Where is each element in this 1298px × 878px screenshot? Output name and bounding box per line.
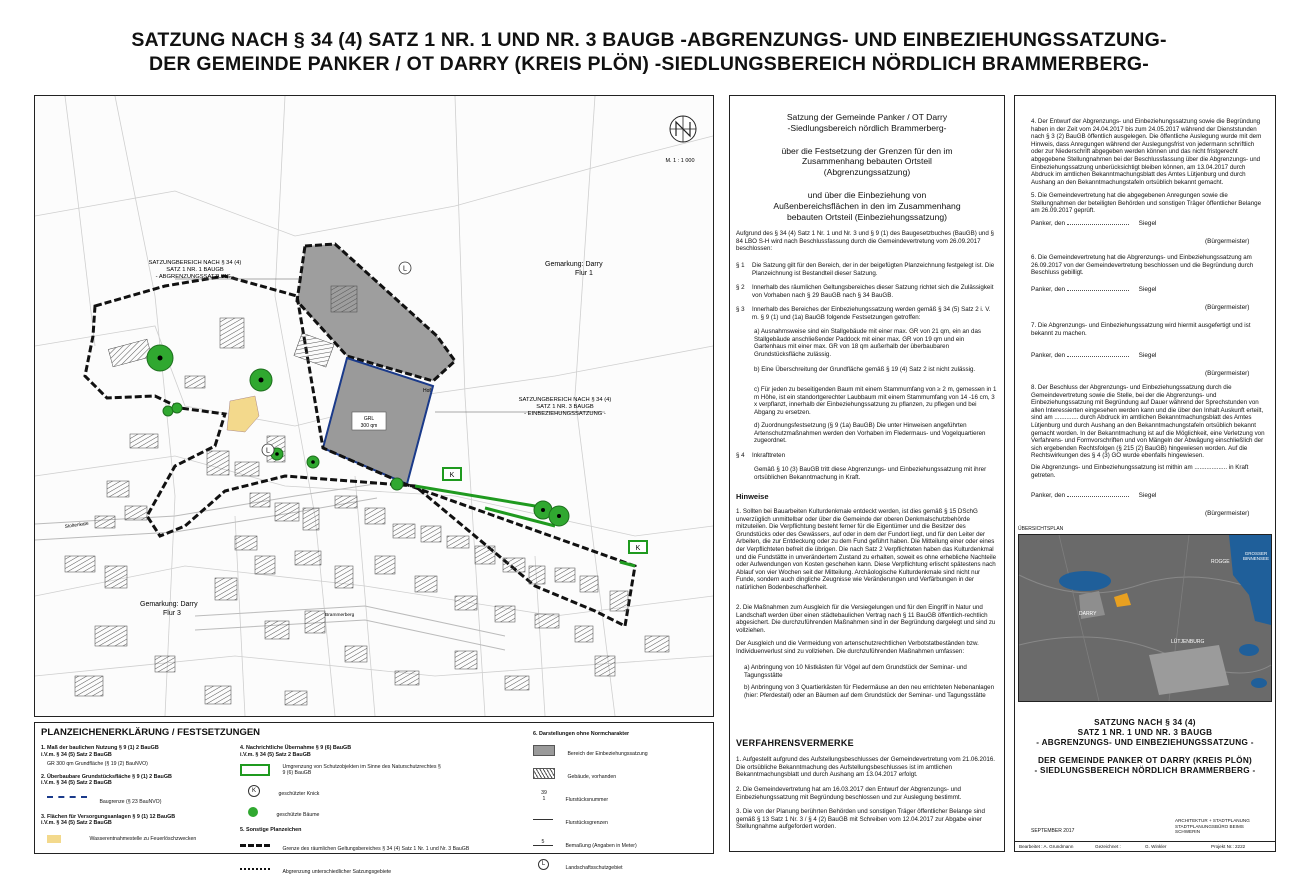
sig-row-1 <box>1031 218 1156 227</box>
legend-s2-head: 2. Überbaubare Grundstücksfläche § 9 (1) 2 BauGB <box>41 773 172 780</box>
sig-siegel-2: Siegel <box>1138 286 1157 293</box>
foot-name: G. Winkler <box>1145 844 1167 849</box>
vermerk-7: 7. Die Abgrenzungs- und Einbeziehungssatzung wird hiermit ausgefertigt und ist bekannt zu machen. <box>1031 322 1251 337</box>
map-drawing <box>35 96 713 716</box>
office-3: SCHWERIN <box>1175 829 1201 834</box>
sig-bm-2: (Bürgermeister) <box>1205 304 1250 311</box>
foot-gezeichnet: Gezeichnet : <box>1095 844 1121 849</box>
legend-s6-item1: Bereich der Einbeziehungssatzung <box>567 750 648 757</box>
abgrenzung-symbol <box>240 868 270 870</box>
legend-s5-item1: Grenze des räumlichen Geltungsbereiches § 34 (4) Satz 1 Nr. 1 und Nr. 3 BauGB <box>282 845 470 852</box>
scale-label: M. 1 : 1 000 <box>665 158 695 164</box>
para-4-head: Inkrafttreten <box>752 452 786 459</box>
sig-row-2 <box>1031 284 1156 293</box>
para-3-text: Innerhalb des Bereiches der Einbeziehungssatzung werden gemäß § 34 (5) Satz 2 i. V. m. § 9 (1) und (1a) BauGB folgende Festsetzungen getroffen: <box>752 306 991 321</box>
overview-drawing <box>1019 535 1271 701</box>
knick-icon: K <box>248 785 260 797</box>
flurstueck-symbol <box>533 790 555 802</box>
bemassung-symbol: 5 <box>533 839 553 846</box>
label-einbeziehung-3: - EINBEZIEHUNGSSATZUNG - <box>524 411 606 417</box>
para-4-num: § 4 <box>736 452 745 459</box>
legend-s6-item6: Landschaftsschutzgebiet <box>565 864 623 871</box>
label-abgrenzung-3: - ABGRENZUNGSSATZUNG - <box>155 274 235 280</box>
sig-bm-3: (Bürgermeister) <box>1205 370 1250 377</box>
title-line-1: SATZUNG NACH § 34 (4) SATZ 1 NR. 1 UND NR. 3 BAUGB -ABGRENZUNGS- UND EINBEZIEHUNGSSATZUNG- <box>131 29 1167 51</box>
legend-s2-item: Baugrenze (§ 23 BauNVO) <box>99 798 162 805</box>
legend-s4-head: 4. Nachrichtliche Übernahme § 9 (6) BauGB <box>240 745 352 751</box>
legend-s1-head2: i.V.m. § 34 (5) Satz 2 BauGB <box>41 751 112 758</box>
office-1: ARCHITEKTUR + STADTPLANUNG <box>1175 818 1250 823</box>
sig-siegel-3: Siegel <box>1138 352 1157 359</box>
legend-s4-item2: geschützter Knick <box>278 791 320 798</box>
vermerk-8: 8. Der Beschluss der Abgrenzungs- und Einbeziehungssatzung durch die Gemeindevertretung sowie die Stelle, bei der die Abgrenzungs- und Einbeziehungssatzung mit Begründung auf Dauer während der Sprechstunden von allen Interessierten eingesehen werden kann und die über den Inhalt Auskunft erteilt, sind am .............. durch Abdruck im amtlichen Bekanntmachungsblatt des Amtes Lütjenburg und durch Aushang an den Bekanntmachungstafeln ortsüblich bekannt gemacht worden. In der Bekanntmachung ist auf die Möglichkeit, eine Verletzung von Verfahrens- und Formvorschriften und von Mängeln der Abwägung einschließlich der sich ergebenden Rechtsfolgen (§ 215 (2) BauGB) hingewiesen worden. Auf die Rechtswirkungen des § 4 (3) GO wurde ebenfalls hingewiesen. <box>1031 384 1265 460</box>
gemarkung-ne-1: Gemarkung: Darry <box>545 261 603 268</box>
legend-s5-head: 5. Sonstige Planzeichen <box>240 827 302 834</box>
hinweis-3b: b) Anbringung von 3 Quartierkästen für Fledermäuse an den neu errichteten Nebenanlagen (hier: Pferdestall) oder an Bäumen auf dem Grundstück der Seminar- und Tagungsstätte <box>744 684 995 699</box>
hinweis-3: Der Ausgleich und die Vermeidung von artenschutzrechtlichen Verbotstatbeständen bzw. Individuenverlust sind zu vollziehen. Die durchzuführenden Maßnahmen umfassen: <box>736 640 979 655</box>
verfahren-panel <box>1014 95 1276 852</box>
legend-s3-head: 3. Flächen für Versorgungsanlagen § 9 (1) 12 BauGB <box>41 813 176 820</box>
overview-label: ÜBERSICHTSPLAN <box>1018 526 1064 532</box>
para-4-text: Gemäß § 10 (3) BauGB tritt diese Abgrenzungs- und Einbeziehungssatzung mit ihrer ortsüblichen Bekanntmachung in Kraft. <box>754 466 987 481</box>
label-einbeziehung-1: SATZUNGBEREICH NACH § 34 (4) <box>518 397 612 403</box>
hinweise-head: Hinweise <box>736 492 769 501</box>
overview-map <box>1018 534 1272 702</box>
legend-s3-head2: i.V.m. § 34 (5) Satz 2 BauGB <box>41 820 112 827</box>
legend-s1-item: GR 300 qm Grundfläche (§ 19 (2) BauNVO) <box>47 761 148 768</box>
legend-s4-item3: geschützte Bäume <box>276 812 320 819</box>
lsg-icon: L <box>538 859 549 870</box>
sig-panker-3: Panker, den <box>1031 352 1066 359</box>
title-line-2: DER GEMEINDE PANKER / OT DARRY (KREIS PLÖN) -SIEDLUNGSBEREICH NÖRDLICH BRAMMERBERG- <box>149 53 1149 75</box>
vermerk-5: 5. Die Gemeindevertretung hat die abgegebenen Anregungen sowie die Stellungnahmen der beteiligten Behörden und sonstigen Träger öffentlicher Belange am 26.09.2017 geprüft. <box>1031 192 1262 215</box>
legend-s4-item1: Umgrenzung von Schutzobjekten im Sinne des Naturschutzrechtes § 9 (6) BauGB <box>282 763 441 776</box>
legend-s2-head2: i.V.m. § 34 (5) Satz 2 BauGB <box>41 780 112 787</box>
legend-s6-item4: Flurstücksgrenzen <box>565 819 608 826</box>
satzung-head-6: und über die Einbeziehung von <box>807 189 927 200</box>
lsg-marker-1-label: L <box>403 265 407 273</box>
foot-bearbeitet: Bearbeitet : A. Grundmann <box>1019 844 1074 849</box>
baugrenze-symbol <box>47 796 87 801</box>
overview-lake-label: GROSSER BINNENSEE <box>1243 551 1270 561</box>
sig-panker-2: Panker, den <box>1031 286 1066 293</box>
verfahrensvermerke-head: VERFAHRENSVERMERKE <box>736 738 854 748</box>
legend-s6-item3: Flurstücksnummer <box>565 796 609 803</box>
para-3b: b) Eine Überschreitung der Grundfläche gemäß § 19 (4) Satz 2 ist nicht zulässig. <box>754 366 976 373</box>
legend-panel <box>34 722 714 875</box>
satzung-head-1: Satzung der Gemeinde Panker / OT Darry <box>786 112 948 122</box>
flurstuecksgrenze-symbol <box>533 819 553 820</box>
lsg-marker-2-label: L <box>266 447 270 455</box>
date-label: SEPTEMBER 2017 <box>1031 828 1075 834</box>
einbeziehung-symbol <box>533 745 555 756</box>
legend-s3-item: Wasserentnahmestelle zu Feuerlöschzwecken <box>89 835 197 842</box>
satzung-head-3: über die Festsetzung der Grenzen für den im <box>781 145 953 156</box>
overview-town-1: DARRY <box>1079 611 1097 617</box>
satzung-head-2: -Siedlungsbereich nördlich Brammerberg- <box>787 122 947 133</box>
hinweis-1: 1. Sollten bei Bauarbeiten Kulturdenkmale entdeckt werden, ist dies gemäß § 15 DSchG unverzüglich unmittelbar oder über die Gemeinde der oberen Denkmalschutzbehörde mitzuteilen. Die Verpflichtung besteht ferner für die Eigentümer und die Besitzer des Grundstücks oder des Gewässers, auf oder in dem der Fundort liegt, und für den Leiter der Arbeiten, die zur Entdeckung oder zu dem Fund geführt haben. Die Mitteilung einer oder eines der Verpflichteten befreit die übrigen. Die nach Satz 2 Verpflichteten haben das Kulturdenkmal und die Fundstätte in unverändertem Zustand zu erhalten, soweit es ohne erhebliche Nachteile oder Aufwendungen von Kosten geschehen kann. Diese Verpflichtung erlischt spätestens nach Ablauf von vier Wochen seit der Mitteilung. Archäologische Kulturdenkmale sind nicht nur Funde, sondern auch dingliche Zeugnisse wie Veränderungen und Verfärbungen in der natürlichen Bodenbeschaffenheit. <box>736 508 997 591</box>
stamp-line-1: SATZUNG NACH § 34 (4) <box>1094 718 1196 727</box>
para-3a: a) Ausnahmsweise sind ein Stallgebäude mit einer max. GR von 21 qm, ein an das Stallgebäude anschließender Paddock mit einer max. GR von 19 qm und ein Gartenhaus mit einer max. GR von 18 qm außerhalb der überbaubaren Grundstücksfläche zulässig. <box>754 328 981 358</box>
north-arrow <box>670 116 696 142</box>
vermerk-1: 1. Aufgestellt aufgrund des Aufstellungsbeschlusses der Gemeindevertretung vom 21.06.2016. Die ortsübliche Bekanntmachung des Aufstellungsbeschlusses ist im amtlichen Bekanntmachungsblatt und durch Aushang am 13.04.2017 erfolgt. <box>736 756 996 779</box>
legend-s4-head2: i.V.m. § 34 (5) Satz 2 BauGB <box>240 751 311 758</box>
satzung-head-5: (Abgrenzungssatzung) <box>823 167 911 178</box>
para-3d: d) Zuordnungsfestsetzung (§ 9 (1a) BauGB) Die unter Hinweisen angeführten Artenschutzmaßnahmen werden den Vorhaben im Fledermaus- und Vogelquartieren zugeordnet. <box>754 422 986 445</box>
stamp-line-2: SATZ 1 NR. 1 UND NR. 3 BAUGB <box>1077 728 1213 737</box>
legend-s6-head: 6. Darstellungen ohne Normcharakter <box>533 731 630 737</box>
grl-value: 300 qm <box>360 423 378 429</box>
sig-bm-1: (Bürgermeister) <box>1205 238 1250 245</box>
tree-icon <box>248 807 258 817</box>
hinweis-2: 2. Die Maßnahmen zum Ausgleich für die Versiegelungen und für den Eingriff in Natur und Landschaft werden über einen städtebaulichen Vertrag nach § 11 BauGB öffentlich-rechtlich abgesichert. Die durchzuführenden Maßnahmen sind in der Begründung dargelegt und sind zu vollziehen. <box>736 604 996 634</box>
overview-town-2: LÜTJENBURG <box>1171 639 1205 645</box>
knick-marker-2-label: K <box>635 545 641 552</box>
grl-label: GRL <box>363 416 375 422</box>
street-brammerberg: Brammerberg <box>325 613 355 618</box>
satzung-text-panel <box>729 95 1005 852</box>
label-abgrenzung-1: SATZUNGBEREICH NACH § 34 (4) <box>148 260 242 266</box>
overview-town-3: ROGGE <box>1211 559 1230 565</box>
legend-s1-head: 1. Maß der baulichen Nutzung § 9 (1) 2 BauGB <box>41 745 159 751</box>
gemarkung-sw-1: Gemarkung: Darry <box>140 601 198 608</box>
office-2: STADTPLANUNGSBÜRO BEIMS <box>1175 823 1244 829</box>
wasserentnahme-symbol <box>47 835 61 843</box>
page-title <box>0 28 1298 76</box>
street-stoltenkate: Stoltenkate <box>64 521 90 530</box>
flurstueck-num: 39 <box>541 790 547 797</box>
geltungsbereich-symbol <box>240 844 270 847</box>
hinweis-3a: a) Anbringung von 10 Nistkästen für Vögel auf dem Grundstück der Seminar- und Tagungsstätte <box>744 664 967 679</box>
gemarkung-sw-2: Flur 3 <box>163 610 181 617</box>
plan-map <box>34 95 714 717</box>
stamp-line-5: - SIEDLUNGSBEREICH NÖRDLICH BRAMMERBERG - <box>1034 766 1256 775</box>
para-2-text: Innerhalb des räumlichen Geltungsbereiches dieser Satzung richtet sich die Zulässigkeit von Vorhaben nach § 29 BauGB nach § 34 BauGB. <box>752 284 994 299</box>
flurstueck-den: 1 <box>542 796 546 803</box>
stamp-line-3: - ABGRENZUNGS- UND EINBEZIEHUNGSSATZUNG - <box>1036 738 1254 747</box>
satzung-head-8: bebauten Ortsteil (Einbeziehungssatzung) <box>786 211 948 222</box>
para-3-num: § 3 <box>736 306 745 313</box>
wasserentnahme-area <box>227 396 259 432</box>
foot-projekt: Projekt Nr.: 2222 <box>1211 844 1246 849</box>
vermerk-3: 3. Die von der Planung berührten Behörden und sonstigen Träger öffentlicher Belange sind gemäß § 13 Satz 1 Nr. 3 / § 4 (2) BauGB mit Schreiben vom 12.04.2017 zur Abgabe einer Stellungnahme aufgefordert worden. <box>736 808 985 831</box>
vermerk-6: 6. Die Gemeindevertretung hat die Abgrenzungs- und Einbeziehungssatzung am 26.09.2017 von der Gemeindevertretung beschlossen und die Begründung durch Beschluss gebilligt. <box>1031 254 1254 277</box>
satzung-intro: Aufgrund des § 34 (4) Satz 1 Nr. 1 und Nr. 3 und § 9 (1) des Baugesetzbuches (BauGB) und § 84 LBO S-H wird nach Beschlussfassung durch die Gemeindevertretung vom 26.09.2017 beschlossen: <box>736 230 994 253</box>
sig-row-4 <box>1031 490 1156 499</box>
sig-bm-4: (Bürgermeister) <box>1205 510 1250 517</box>
gemarkung-ne-2: Flur 1 <box>575 270 593 277</box>
hof-label: Hof <box>423 388 431 394</box>
sig-panker-4: Panker, den <box>1031 492 1066 499</box>
para-1-num: § 1 <box>736 262 745 269</box>
gebaeude-symbol <box>533 768 555 779</box>
sig-panker-1: Panker, den <box>1031 220 1066 227</box>
knick-marker-1-label: K <box>449 472 455 479</box>
stamp-line-4: DER GEMEINDE PANKER OT DARRY (KREIS PLÖN) <box>1037 756 1253 765</box>
vermerk-4: 4. Der Entwurf der Abgrenzungs- und Einbeziehungssatzung sowie die Begründung haben in der Zeit vom 24.04.2017 bis zum 24.05.2017 während der Dienststunden nach § 3 (2) BauGB öffentlich ausgelegen. Die öffentliche Auslegung wurde mit dem Hinweis, dass Anregungen während der Auslegungsfrist von jedermann schriftlich oder zur Niederschrift abgegeben werden können und das nicht fristgerecht abgegebene Stellungnahmen bei der Beschlussfassung über die Abgrenzungs- und Einbeziehungssatzung unberücksichtigt bleiben können, am 13.04.2017 durch Abdruck im amtlichen Bekanntmachungsblatt des Amtes Lütjenburg und durch Aushang an den Bekanntmachungstafeln ortsüblich bekannt gemacht. <box>1031 118 1262 186</box>
schutzobjekt-symbol <box>240 764 270 776</box>
vermerk-2: 2. Die Gemeindevertretung hat am 16.03.2017 den Entwurf der Abgrenzungs- und Einbeziehungssatzung mit Begründung beschlossen und zur Auslegung bestimmt. <box>736 786 962 801</box>
satzung-head-7: Außenbereichsflächen in den im Zusammenhang <box>773 200 961 211</box>
sig-siegel-1: Siegel <box>1138 220 1157 227</box>
para-3c: c) Für jeden zu beseitigenden Baum mit einem Stammumfang von ≥ 2 m, gemessen in 1 m Höhe, ist ein standortgerechter Laubbaum mit einem Stammumfang von 14 -16 cm, 3 x verpflanzt, innerhalb der Einbeziehungssatzung zu pflanzen, zu pflegen und bei Abgang zu ersetzen. <box>754 386 997 416</box>
para-1-text: Die Satzung gilt für den Bereich, der in der beigefügten Planzeichnung festgelegt ist. Die Planzeichnung ist Bestandteil dieser Satzung. <box>752 262 995 277</box>
legend-s6-item2: Gebäude, vorhanden <box>567 773 617 780</box>
label-abgrenzung-2: SATZ 1 NR. 1 BAUGB <box>166 267 224 273</box>
legend-s5-item2: Abgrenzung unterschiedlicher Satzungsgebiete <box>282 868 392 875</box>
legend-title: PLANZEICHENERKLÄRUNG / FESTSETZUNGEN <box>41 727 261 738</box>
sig-siegel-4: Siegel <box>1138 492 1157 499</box>
para-2-num: § 2 <box>736 284 745 291</box>
sig-row-3 <box>1031 350 1156 359</box>
satzung-head-4: Zusammenhang bebauten Ortsteil <box>802 156 932 167</box>
label-einbeziehung-2: SATZ 1 NR. 3 BAUGB <box>536 404 594 410</box>
vermerk-8b: Die Abgrenzungs- und Einbeziehungssatzung ist mithin am ................... in Kraft getreten. <box>1031 464 1249 479</box>
legend-s6-item5: Bemaßung (Angaben in Meter) <box>565 842 637 849</box>
